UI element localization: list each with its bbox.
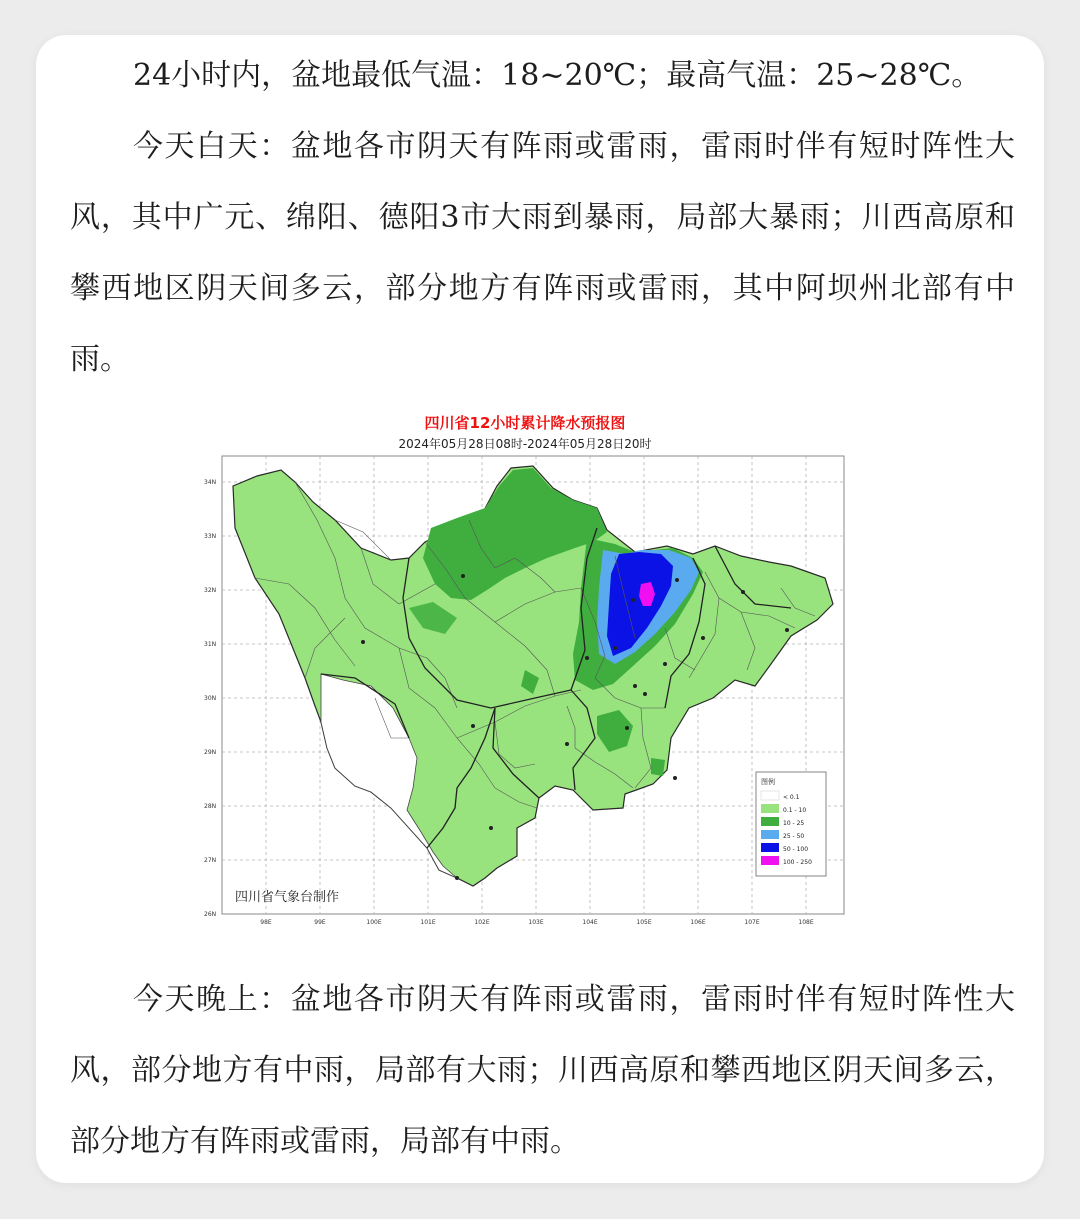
- svg-text:26N: 26N: [204, 911, 217, 918]
- svg-text:33N: 33N: [204, 533, 217, 540]
- map-title: 四川省12小时累计降水预报图: [424, 414, 626, 432]
- map-figure: [195, 408, 855, 933]
- svg-text:104E: 104E: [582, 919, 598, 926]
- svg-text:108E: 108E: [798, 919, 814, 926]
- svg-text:30N: 30N: [204, 695, 217, 702]
- svg-text:98E: 98E: [260, 919, 272, 926]
- svg-text:107E: 107E: [744, 919, 760, 926]
- svg-text:103E: 103E: [528, 919, 544, 926]
- svg-text:100 - 250: 100 - 250: [783, 859, 812, 866]
- paragraph-temperature: 24小时内，盆地最低气温：18~20℃；最高气温：25~28℃。: [133, 58, 982, 93]
- svg-text:105E: 105E: [636, 919, 652, 926]
- map-legend: [756, 772, 826, 876]
- svg-text:0.1 - 10: 0.1 - 10: [783, 807, 807, 814]
- svg-text:32N: 32N: [204, 587, 217, 594]
- svg-text:10 - 25: 10 - 25: [783, 820, 805, 827]
- map-credit: 四川省气象台制作: [235, 890, 340, 905]
- paragraph-daytime-forecast: 今天白天：盆地各市阴天有阵雨或雷雨，雷雨时伴有短时阵性大风，其中广元、绵阳、德阳3市大雨到暴雨，局部大暴雨；川西高原和攀西地区阴天间多云，部分地方有阵雨或雷雨，其中阿坝州北部有中雨。: [70, 129, 1015, 377]
- lat-tick-labels: [204, 479, 216, 918]
- svg-text:< 0.1: < 0.1: [783, 794, 800, 801]
- svg-text:100E: 100E: [366, 919, 382, 926]
- precipitation-forecast-map: [195, 408, 855, 933]
- svg-text:101E: 101E: [420, 919, 436, 926]
- svg-text:99E: 99E: [314, 919, 326, 926]
- svg-text:106E: 106E: [690, 919, 706, 926]
- svg-text:27N: 27N: [204, 857, 217, 864]
- svg-text:31N: 31N: [204, 641, 217, 648]
- svg-text:34N: 34N: [204, 479, 217, 486]
- legend-title: 图例: [761, 778, 775, 786]
- svg-text:29N: 29N: [204, 749, 217, 756]
- svg-text:50 - 100: 50 - 100: [783, 846, 809, 853]
- svg-text:102E: 102E: [474, 919, 490, 926]
- svg-text:28N: 28N: [204, 803, 217, 810]
- svg-text:25 - 50: 25 - 50: [783, 833, 805, 840]
- map-subtitle: 2024年05月28日08时-2024年05月28日20时: [398, 437, 652, 451]
- lon-tick-labels: [260, 919, 814, 926]
- paragraph-night-forecast: 今天晚上：盆地各市阴天有阵雨或雷雨，雷雨时伴有短时阵性大风，部分地方有中雨，局部有大雨；川西高原和攀西地区阴天间多云，部分地方有阵雨或雷雨，局部有中雨。: [70, 982, 1015, 1159]
